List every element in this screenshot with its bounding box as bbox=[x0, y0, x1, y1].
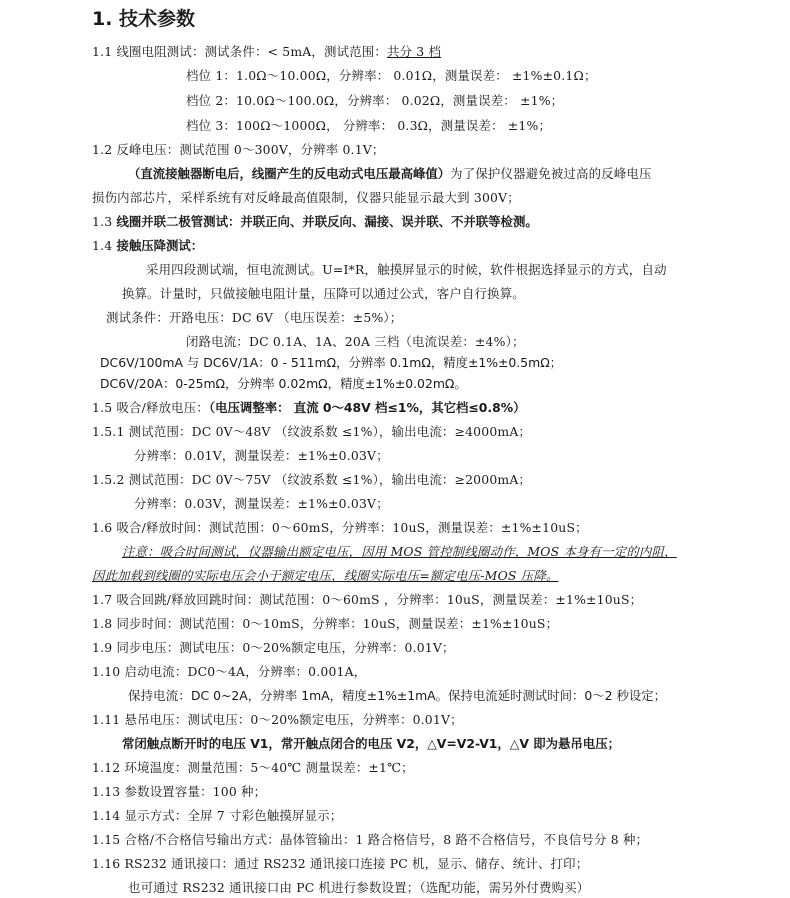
diode-test-number: 1.3 bbox=[92, 214, 117, 229]
attention-note-2: 因此加载到线圈的实际电压会小于额定电压，线圈实际电压=额定电压-MOS 压降。 bbox=[92, 568, 559, 583]
test-condition-line: 测试条件：开路电压：DC 6V （电压误差：±5%）； bbox=[106, 310, 403, 325]
closed-current-line: 闭路电流：DC 0.1A、1A、20A 三档（电流误差：±4%）； bbox=[186, 334, 525, 349]
coil-resistance-line bbox=[92, 44, 441, 60]
hang-voltage-line: 1.11 悬吊电压：测试电压：0～20%额定电压，分辨率：0.01V； bbox=[92, 712, 463, 727]
range-151-resolution: 分辨率：0.01V，测量误差：±1%±0.03V； bbox=[134, 448, 389, 463]
section-heading: 1. 技术参数 bbox=[92, 8, 196, 30]
contact-drop-title: 接触压降测试： bbox=[116, 238, 204, 253]
ambient-temperature-line: 1.12 环境温度：测量范围：5～40℃ 测量误差：±1℃； bbox=[92, 760, 414, 775]
hold-current-line bbox=[128, 688, 666, 704]
rs232-interface-line: 1.16 RS232 通讯接口：通过 RS232 通讯接口连接 PC 机，显示、储存、统计、打印； bbox=[92, 856, 589, 871]
hold-current-label: 保持电流： bbox=[128, 688, 191, 703]
hang-voltage-definition: 常闭触点断开时的电压 V1，常开触点闭合的电压 V2，△V=V2-V1，△V 即为悬吊电压； bbox=[122, 736, 620, 751]
range-2-line: 档位 2：10.0Ω～100.0Ω，分辨率： 0.02Ω，测量误差： ±1%； bbox=[186, 93, 564, 108]
bounce-time-line: 1.7 吸合回跳/释放回跳时间：测试范围：0～60mS ，分辨率：10uS，测量误差：±1%±10uS； bbox=[92, 592, 643, 607]
start-current-line: 1.10 启动电流：DC0～4A，分辨率：0.001A， bbox=[92, 664, 367, 679]
signal-output-line: 1.15 合格/不合格信号输出方式：晶体管输出：1 路合格信号，8 路不合格信号，不良信号分 8 种； bbox=[92, 832, 649, 847]
sync-time-line: 1.8 同步时间：测试范围：0～10mS，分辨率：10uS，测量误差：±1%±10uS； bbox=[92, 616, 559, 631]
parameter-capacity-line: 1.13 参数设置容量：100 种； bbox=[92, 784, 267, 799]
sync-voltage-line: 1.9 同步电压：测试电压：0～20%额定电压，分辨率：0.01V； bbox=[92, 640, 455, 655]
range-100ma-line: DC6V/100mA 与 DC6V/1A：0 - 511mΩ，分辨率 0.1mΩ，精度±1%±0.5mΩ； bbox=[100, 355, 563, 370]
pull-release-voltage-line bbox=[92, 400, 526, 416]
range-count-text: 共分 3 档 bbox=[386, 44, 442, 59]
back-peak-note-line bbox=[128, 166, 652, 182]
contact-drop-desc-1: 采用四段测试端，恒电流测试。U=I*R，触摸屏显示的时候，软件根据选择显示的方式，自动 bbox=[146, 262, 667, 277]
contact-drop-number: 1.4 bbox=[92, 238, 117, 253]
attention-note-1: 注意：吸合时间测试，仪器输出额定电压，因用 MOS 管控制线圈动作，MOS 本身有一定的内阻， bbox=[122, 544, 677, 559]
voltage-regulation-text: （电压调整率： 直流 0～48V 档≤1%，其它档≤0.8%） bbox=[208, 400, 526, 415]
diode-test-line bbox=[92, 214, 538, 230]
display-mode-line: 1.14 显示方式：全屏 7 寸彩色触摸屏显示； bbox=[92, 808, 343, 823]
range-1-line: 档位 1：1.0Ω～10.00Ω，分辨率： 0.01Ω，测量误差： ±1%±0.1Ω； bbox=[186, 68, 597, 83]
hold-current-spec: DC 0~2A，分辨率 1mA，精度±1%±1mA。保持电流延时测试时间：0～2 秒设定； bbox=[190, 688, 667, 703]
range-152-resolution: 分辨率：0.03V，测量误差：±1%±0.03V； bbox=[134, 496, 389, 511]
pull-release-voltage-label: 1.5 吸合/释放电压： bbox=[92, 400, 209, 415]
back-peak-voltage-line: 1.2 反峰电压：测试范围 0～300V，分辨率 0.1V； bbox=[92, 142, 385, 157]
coil-resistance-text: 1.1 线圈电阻测试：测试条件：< 5mA，测试范围： bbox=[92, 44, 387, 59]
range-151-line: 1.5.1 测试范围：DC 0V～48V （纹波系数 ≤1%），输出电流：≥4000mA； bbox=[92, 424, 532, 439]
back-peak-note-text: 为了保护仪器避免被过高的反峰电压 bbox=[450, 166, 652, 181]
range-3-line: 档位 3：100Ω～1000Ω， 分辨率： 0.3Ω，测量误差： ±1%； bbox=[186, 118, 552, 133]
contact-drop-desc-2: 换算。计量时，只做接触电阻计量，压降可以通过公式，客户自行换算。 bbox=[122, 286, 525, 301]
diode-test-text: 线圈并联二极管测试：并联正向、并联反向、漏接、误并联、不并联等检测。 bbox=[116, 214, 538, 229]
range-20a-line: DC6V/20A：0-25mΩ，分辨率 0.02mΩ，精度±1%±0.02mΩ。 bbox=[100, 376, 467, 391]
back-peak-limit-line: 损伤内部芯片，采样系统有对反峰最高值限制，仪器只能显示最大到 300V； bbox=[92, 190, 520, 205]
pull-release-time-line: 1.6 吸合/释放时间：测试范围：0～60mS，分辨率：10uS，测量误差：±1%±10uS； bbox=[92, 520, 588, 535]
rs232-option-line: 也可通过 RS232 通讯接口由 PC 机进行参数设置；（选配功能，需另外付费购买） bbox=[128, 880, 590, 895]
range-152-line: 1.5.2 测试范围：DC 0V～75V （纹波系数 ≤1%），输出电流：≥2000mA； bbox=[92, 472, 532, 487]
contact-drop-line bbox=[92, 238, 203, 254]
back-peak-note-bold: （直流接触器断电后，线圈产生的反电动式电压最高峰值） bbox=[128, 166, 451, 181]
